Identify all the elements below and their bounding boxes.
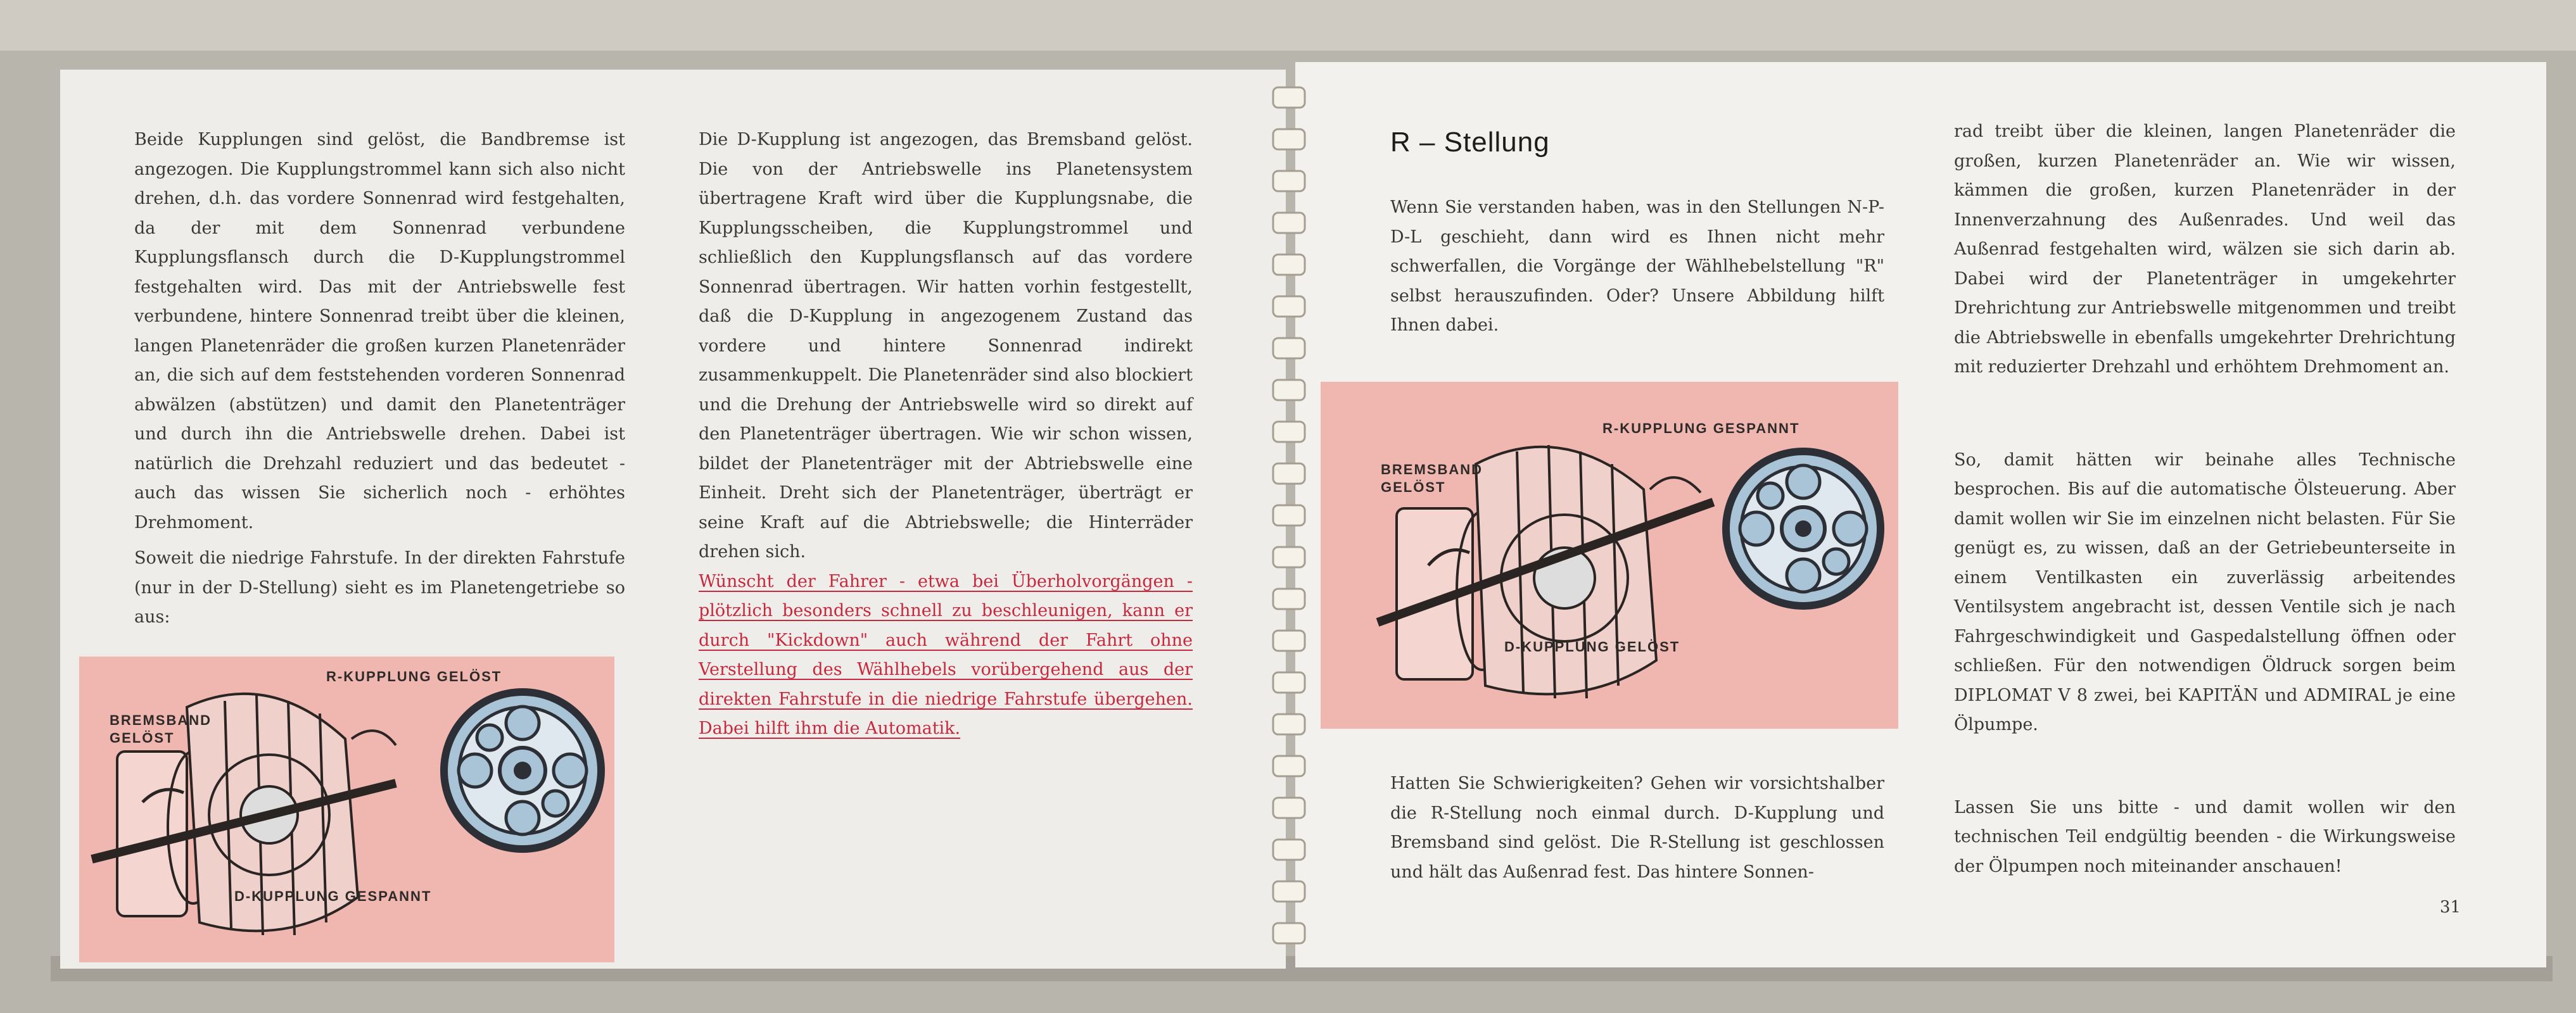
paragraph: Hatten Sie Schwierigkeiten? Gehen wir vorsichtshalber die R-Stellung noch einmal durch. D-Kupplung und Bremsband sind gelöst. Die R-Stellung ist geschlossen und hält das Außenrad fest. Das hintere Sonnen-: [1390, 774, 1884, 882]
label-r-coupling: R-KUPPLUNG GELÖST: [326, 669, 502, 684]
paragraph: Soweit die niedrige Fahrstufe. In der direkten Fahrstufe (nur in der D-Stellung) sieht es im Planetengetriebe so aus:: [134, 548, 625, 627]
right-column-2: [1954, 117, 2456, 888]
highlight-paragraph: Wünscht der Fahrer - etwa bei Überholvorgängen - plötzlich besonders schnell zu beschleunigen, kann er durch "Kickdown" auch während der Fahrt ohne Verstellung des Wählhebels vorübergehend aus der direkten Fahrstufe in die niedrige Fahrstufe übergehen. Dabei hilft ihm die Automatik.: [699, 571, 1193, 738]
figure-d-position: [79, 657, 614, 962]
right-column-1-intro: [1390, 193, 1884, 347]
page-number: 31: [2440, 898, 2461, 917]
paragraph: Lassen Sie uns bitte - und damit wollen wir den technischen Teil endgültig beenden - die Wirkungsweise der Ölpumpen noch miteinander anschauen!: [1954, 797, 2456, 876]
paragraph: Wenn Sie verstanden haben, was in den Stellungen N-P-D-L geschieht, dann wird es Ihnen nicht mehr schwerfallen, die Vorgänge der Wählhebelstellung "R" selbst herauszufinden. Oder? Unsere Abbildung hilft Ihnen dabei.: [1390, 198, 1884, 335]
figure-r-position: [1321, 382, 1898, 729]
left-column-2: [699, 125, 1193, 750]
paragraph: rad treibt über die kleinen, langen Planetenräder die großen, kurzen Planetenräder an. Wie wir wissen, kämmen die großen, kurzen Planetenräder in der Innenverzahnung des Außenrades. Und weil das Außenrad festgehalten wird, wälzen sie sich darin ab. Dabei wird der Planetenträger in umgekehrter Drehrichtung zur Antriebswelle mitgenommen und treibt die Abtriebswelle in ebenfalls umgekehrter Drehrichtung mit reduzierter Drehzahl und erhöhtem Drehmoment an.: [1954, 122, 2456, 377]
label-r-coupling: R-KUPPLUNG GESPANNT: [1602, 420, 1800, 436]
paragraph: So, damit hätten wir beinahe alles Technische besprochen. Bis auf die automatische Ölsteuerung. Aber damit wollen wir Sie im einzelnen nicht belasten. Für Sie genügt es, zu wissen, daß an der Getriebeunterseite in einem Ventilkasten ein zuverlässig arbeitendes Ventilsystem angebracht ist, dessen Ventile sich je nach Fahrgeschwindigkeit und Gaspedalstellung öffnen oder schließen. Für den notwendigen Öldruck sorgen beim DIPLOMAT V 8 zwei, bei KAPITÄN und ADMIRAL je eine Ölpumpe.: [1954, 450, 2456, 734]
page-title: R – Stellung: [1390, 127, 1550, 158]
right-column-1-bottom: [1390, 769, 1884, 893]
label-d-coupling: D-KUPPLUNG GELÖST: [1504, 639, 1680, 655]
label-brake-band: BREMSBAND GELÖST: [110, 712, 212, 746]
paragraph: Beide Kupplungen sind gelöst, die Bandbremse ist angezogen. Die Kupplungstrommel kann sich also nicht drehen, d.h. das vordere Sonnenrad wird festgehalten, da der mit dem Sonnenrad verbundene Kupplungsflansch durch die D-Kupplungstrommel festgehalten wird. Das mit der Antriebswelle fest verbundene, hintere Sonnenrad treibt über die kleinen, langen Planetenräder die großen kurzen Planetenräder an, die sich auf dem feststehenden vorderen Sonnenrad abwälzen (abstützen) und damit den Planetenträger und durch ihn die Antriebswelle drehen. Dabei ist natürlich die Drehzahl reduziert und das bedeutet - auch das wissen Sie sicherlich noch - erhöhtes Drehmoment.: [134, 130, 625, 532]
label-d-coupling: D-KUPPLUNG GESPANNT: [234, 888, 432, 904]
spiral-binding: [1267, 76, 1311, 962]
paragraph: Die D-Kupplung ist angezogen, das Bremsband gelöst. Die von der Antriebswelle ins Planetensystem übertragene Kraft wird über die Kupplungsnabe, die Kupplungsscheiben, die Kupplungstrommel und schließlich den Kupplungsflansch auf das vordere Sonnenrad übertragen. Wir hatten vorhin festgestellt, daß die D-Kupplung in angezogenem Zustand das vordere und hintere Sonnenrad indirekt zusammenkuppelt. Die Planetenräder sind also blockiert und die Drehung der Antriebswelle wird so direkt auf den Planetenträger übertragen. Wie wir schon wissen, bildet der Planetenträger mit der Abtriebswelle eine Einheit. Dreht sich der Planetenträger, überträgt er seine Kraft auf die Abtriebswelle; die Hinterräder drehen sich.: [699, 130, 1193, 562]
left-column-1: [134, 125, 625, 639]
label-brake-band: BREMSBAND GELÖST: [1381, 462, 1483, 495]
transmission-illustration: [79, 657, 614, 962]
